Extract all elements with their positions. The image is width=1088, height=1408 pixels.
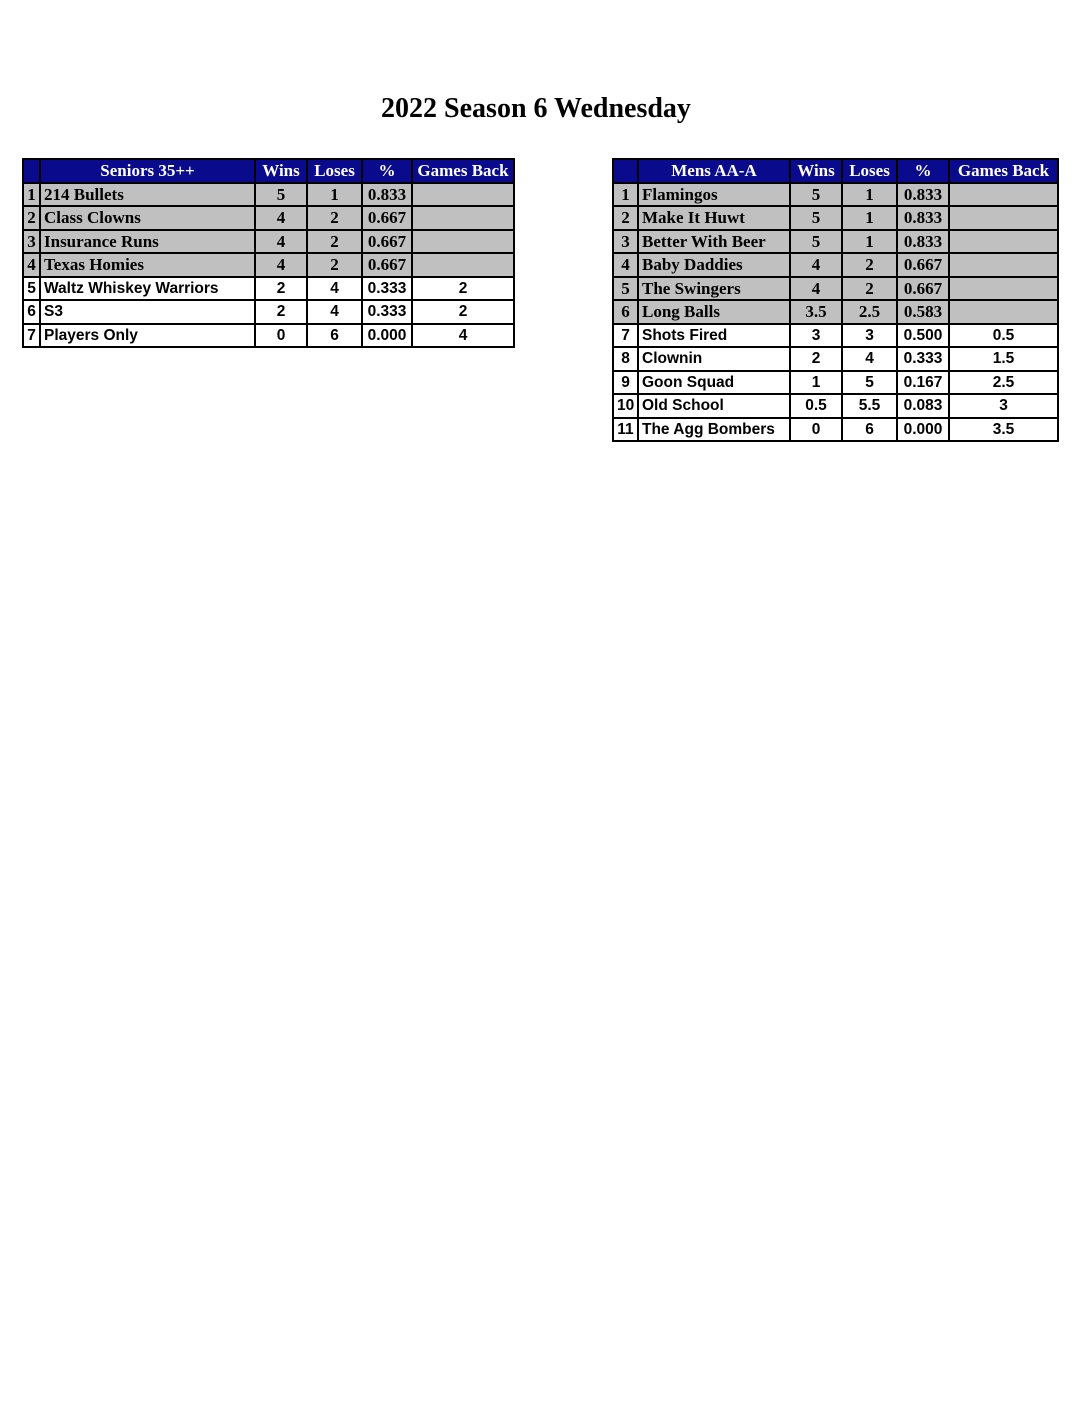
team-name-cell: Baby Daddies — [638, 253, 790, 277]
pct-cell: 0.000 — [897, 418, 949, 442]
team-name-cell: Better With Beer — [638, 230, 790, 254]
rank-cell: 6 — [613, 300, 638, 324]
team-name-cell: Class Clowns — [40, 206, 255, 230]
header-pct: % — [897, 159, 949, 183]
standings-body-mens — [613, 183, 1058, 442]
games-back-cell — [949, 253, 1058, 277]
pct-cell: 0.667 — [362, 206, 412, 230]
pct-cell: 0.333 — [362, 300, 412, 324]
rank-cell: 5 — [23, 277, 40, 301]
loses-cell: 2 — [842, 253, 897, 277]
header-rank-cell — [23, 159, 40, 183]
header-league-name: Seniors 35++ — [40, 159, 255, 183]
pct-cell: 0.000 — [362, 324, 412, 348]
loses-cell: 5.5 — [842, 394, 897, 418]
header-rank-cell — [613, 159, 638, 183]
games-back-cell — [949, 183, 1058, 207]
rank-cell: 3 — [613, 230, 638, 254]
wins-cell: 0 — [790, 418, 842, 442]
pct-cell: 0.833 — [897, 206, 949, 230]
wins-cell: 4 — [255, 253, 307, 277]
rank-cell: 5 — [613, 277, 638, 301]
games-back-cell: 2.5 — [949, 371, 1058, 395]
games-back-cell: 4 — [412, 324, 514, 348]
table-row — [23, 230, 514, 254]
games-back-cell — [949, 300, 1058, 324]
wins-cell: 1 — [790, 371, 842, 395]
team-name-cell: The Agg Bombers — [638, 418, 790, 442]
team-name-cell: Long Balls — [638, 300, 790, 324]
games-back-cell: 1.5 — [949, 347, 1058, 371]
standings-table-mens — [612, 158, 1059, 442]
games-back-cell: 3.5 — [949, 418, 1058, 442]
loses-cell: 3 — [842, 324, 897, 348]
pct-cell: 0.667 — [362, 230, 412, 254]
header-games-back: Games Back — [949, 159, 1058, 183]
rank-cell: 4 — [23, 253, 40, 277]
pct-cell: 0.333 — [897, 347, 949, 371]
team-name-cell: 214 Bullets — [40, 183, 255, 207]
table-header-row — [23, 159, 514, 183]
games-back-cell: 2 — [412, 277, 514, 301]
team-name-cell: Goon Squad — [638, 371, 790, 395]
wins-cell: 4 — [790, 253, 842, 277]
games-back-cell — [949, 277, 1058, 301]
header-wins: Wins — [255, 159, 307, 183]
table-row — [613, 418, 1058, 442]
games-back-cell — [949, 206, 1058, 230]
wins-cell: 2 — [255, 277, 307, 301]
wins-cell: 3 — [790, 324, 842, 348]
games-back-cell — [412, 230, 514, 254]
loses-cell: 1 — [307, 183, 362, 207]
wins-cell: 4 — [255, 206, 307, 230]
pct-cell: 0.833 — [362, 183, 412, 207]
table-row — [23, 253, 514, 277]
team-name-cell: S3 — [40, 300, 255, 324]
pct-cell: 0.667 — [362, 253, 412, 277]
wins-cell: 5 — [790, 206, 842, 230]
rank-cell: 3 — [23, 230, 40, 254]
rank-cell: 8 — [613, 347, 638, 371]
table-row — [613, 394, 1058, 418]
rank-cell: 11 — [613, 418, 638, 442]
loses-cell: 6 — [307, 324, 362, 348]
table-row — [613, 230, 1058, 254]
team-name-cell: The Swingers — [638, 277, 790, 301]
wins-cell: 4 — [790, 277, 842, 301]
table-row — [23, 324, 514, 348]
standings-body-seniors — [23, 183, 514, 348]
loses-cell: 2 — [307, 230, 362, 254]
table-row — [23, 300, 514, 324]
pct-cell: 0.333 — [362, 277, 412, 301]
wins-cell: 2 — [790, 347, 842, 371]
table-row — [613, 324, 1058, 348]
loses-cell: 4 — [842, 347, 897, 371]
header-wins: Wins — [790, 159, 842, 183]
team-name-cell: Make It Huwt — [638, 206, 790, 230]
loses-cell: 1 — [842, 230, 897, 254]
pct-cell: 0.833 — [897, 230, 949, 254]
rank-cell: 1 — [613, 183, 638, 207]
pct-cell: 0.583 — [897, 300, 949, 324]
loses-cell: 2 — [307, 206, 362, 230]
pct-cell: 0.667 — [897, 253, 949, 277]
games-back-cell: 2 — [412, 300, 514, 324]
games-back-cell: 0.5 — [949, 324, 1058, 348]
team-name-cell: Waltz Whiskey Warriors — [40, 277, 255, 301]
page-title: 2022 Season 6 Wednesday — [381, 93, 691, 124]
pct-cell: 0.500 — [897, 324, 949, 348]
wins-cell: 5 — [255, 183, 307, 207]
loses-cell: 1 — [842, 206, 897, 230]
team-name-cell: Players Only — [40, 324, 255, 348]
header-league-name: Mens AA-A — [638, 159, 790, 183]
team-name-cell: Shots Fired — [638, 324, 790, 348]
loses-cell: 5 — [842, 371, 897, 395]
pct-cell: 0.083 — [897, 394, 949, 418]
table-header-row — [613, 159, 1058, 183]
games-back-cell — [949, 230, 1058, 254]
rank-cell: 2 — [613, 206, 638, 230]
pct-cell: 0.167 — [897, 371, 949, 395]
table-row — [23, 183, 514, 207]
games-back-cell — [412, 206, 514, 230]
rank-cell: 4 — [613, 253, 638, 277]
loses-cell: 4 — [307, 300, 362, 324]
rank-cell: 7 — [613, 324, 638, 348]
loses-cell: 2 — [307, 253, 362, 277]
header-pct: % — [362, 159, 412, 183]
team-name-cell: Texas Homies — [40, 253, 255, 277]
team-name-cell: Flamingos — [638, 183, 790, 207]
games-back-cell — [412, 253, 514, 277]
table-row — [23, 277, 514, 301]
table-row — [613, 206, 1058, 230]
wins-cell: 2 — [255, 300, 307, 324]
loses-cell: 2 — [842, 277, 897, 301]
table-row — [613, 371, 1058, 395]
loses-cell: 4 — [307, 277, 362, 301]
wins-cell: 4 — [255, 230, 307, 254]
wins-cell: 5 — [790, 230, 842, 254]
games-back-cell — [412, 183, 514, 207]
team-name-cell: Old School — [638, 394, 790, 418]
table-row — [613, 300, 1058, 324]
rank-cell: 9 — [613, 371, 638, 395]
rank-cell: 1 — [23, 183, 40, 207]
loses-cell: 2.5 — [842, 300, 897, 324]
header-loses: Loses — [842, 159, 897, 183]
header-games-back: Games Back — [412, 159, 514, 183]
pct-cell: 0.667 — [897, 277, 949, 301]
table-row — [613, 183, 1058, 207]
pct-cell: 0.833 — [897, 183, 949, 207]
rank-cell: 7 — [23, 324, 40, 348]
team-name-cell: Insurance Runs — [40, 230, 255, 254]
wins-cell: 3.5 — [790, 300, 842, 324]
wins-cell: 5 — [790, 183, 842, 207]
games-back-cell: 3 — [949, 394, 1058, 418]
rank-cell: 6 — [23, 300, 40, 324]
table-row — [613, 277, 1058, 301]
header-loses: Loses — [307, 159, 362, 183]
rank-cell: 2 — [23, 206, 40, 230]
wins-cell: 0.5 — [790, 394, 842, 418]
table-row — [613, 347, 1058, 371]
standings-table-seniors — [22, 158, 515, 348]
table-row — [613, 253, 1058, 277]
rank-cell: 10 — [613, 394, 638, 418]
table-row — [23, 206, 514, 230]
team-name-cell: Clownin — [638, 347, 790, 371]
loses-cell: 1 — [842, 183, 897, 207]
wins-cell: 0 — [255, 324, 307, 348]
loses-cell: 6 — [842, 418, 897, 442]
